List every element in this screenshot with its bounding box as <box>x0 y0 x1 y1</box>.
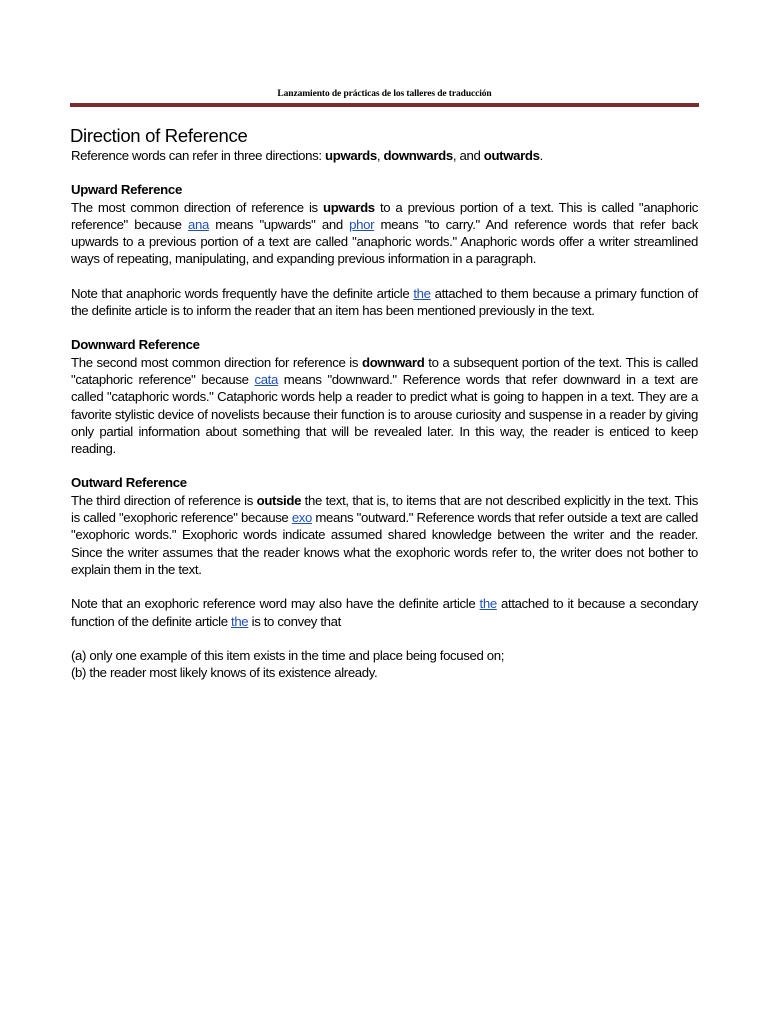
outward-p1-text-3: means "outward." Reference words that refer outside a text are called "exophoric words." Exophoric words indicate assumed shared knowledge between the writer and the reader. Since the writer assumes that the reader knows what the exophoric words refer to, the writer does not bother to explain them in the text. <box>71 510 698 577</box>
downward-paragraph-1 <box>71 354 698 458</box>
intro-bold-upwards: upwards <box>325 148 377 163</box>
intro-text-2: , <box>376 148 384 163</box>
spacer <box>71 319 698 336</box>
downward-p1-text-1: The second most common direction for reference is <box>71 354 362 370</box>
header-rule <box>70 103 699 107</box>
upward-p1-text-4: means "to carry." And reference words that refer back upwards to a previous portion of a text are called "anaphoric words." Anaphoric words offer a writer streamlined ways of repeating, manipulating, and expanding previous information in a paragraph. <box>71 216 698 267</box>
link-cata[interactable]: cata <box>254 371 278 387</box>
list-item-b: (b) the reader most likely knows of its existence already. <box>71 665 378 681</box>
outward-p1-bold: outside <box>256 492 302 508</box>
intro-paragraph <box>71 147 698 164</box>
link-the[interactable]: the <box>479 596 497 612</box>
upward-p1-text-2: to a previous portion of a text. This is called "anaphoric reference" because <box>71 199 698 232</box>
spacer <box>71 164 698 181</box>
list-item-a: (a) only one example of this item exists in the time and place being focused on; <box>71 647 505 663</box>
spacer <box>71 457 698 474</box>
downward-heading: Downward Reference <box>71 337 200 353</box>
downward-p1-text-2: to a subsequent portion of the text. This is called "cataphoric reference" because <box>71 354 698 387</box>
running-header: Lanzamiento de prácticas de los talleres de traducción <box>277 89 492 99</box>
link-ana[interactable]: ana <box>187 216 209 232</box>
upward-heading: Upward Reference <box>71 182 182 198</box>
intro-bold-outwards: outwards <box>483 148 540 163</box>
spacer <box>71 268 698 285</box>
outward-paragraph-1 <box>71 492 698 578</box>
link-phor[interactable]: phor <box>349 216 375 232</box>
outward-p1-text-2: the text, that is, to items that are not described explicitly in the text. This is called "exophoric reference" because <box>71 492 699 526</box>
intro-text-3: , and <box>452 148 484 163</box>
outward-heading: Outward Reference <box>71 475 187 491</box>
downward-p1-bold: downward <box>362 354 425 370</box>
upward-paragraph-1 <box>71 199 698 268</box>
link-exo[interactable]: exo <box>291 510 313 526</box>
upward-p2-text-1: Note that anaphoric words frequently have the definite article <box>71 285 414 301</box>
intro-text-4: . <box>539 148 543 163</box>
outward-p2-text-2: attached to it because a secondary function of the definite article <box>71 596 698 629</box>
spacer <box>71 578 698 595</box>
outward-paragraph-2 <box>71 595 698 630</box>
outward-p1-text-1: The third direction of reference is <box>71 492 257 508</box>
link-the[interactable]: the <box>231 613 249 629</box>
document-body <box>71 125 698 681</box>
intro-bold-downwards: downwards <box>383 148 453 163</box>
upward-paragraph-2 <box>71 285 698 320</box>
outward-p2-text-1: Note that an exophoric reference word may also have the definite article <box>71 596 480 612</box>
outward-p2-text-3: is to convey that <box>248 613 341 629</box>
upward-p1-text-1: The most common direction of reference is <box>71 199 323 215</box>
section-title: Direction of Reference <box>70 125 248 146</box>
upward-p1-text-3: means "upwards" and <box>208 216 350 232</box>
spacer <box>71 630 698 647</box>
upward-p2-text-2: attached to them because a primary function of the definite article is to inform the reader that an item has been mentioned previously in the text. <box>71 285 698 319</box>
upward-p1-bold: upwards <box>322 199 375 215</box>
intro-text-1: Reference words can refer in three directions: <box>71 148 326 163</box>
downward-p1-text-3: means "downward." Reference words that refer downward in a text are called "cataphoric words." Cataphoric words help a reader to predict what is going to happen in a text. They are a favorite stylistic device of novelists because their function is to arouse curiosity and suspense in a reader by giving only partial information about something that will be revealed later. In this way, the reader is enticed to keep reading. <box>71 371 698 457</box>
link-the[interactable]: the <box>413 285 431 301</box>
